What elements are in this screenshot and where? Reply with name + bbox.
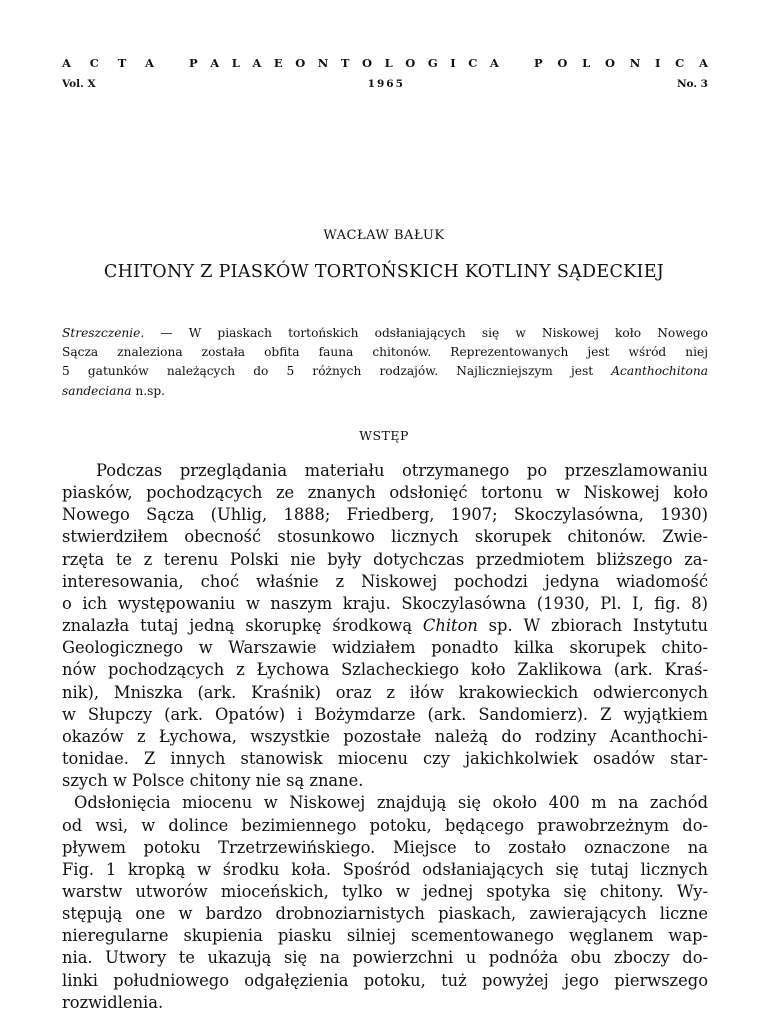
- volume-label: Vol. X: [62, 78, 96, 90]
- body-line: interesowania, choć właśnie z Niskowej pochodzi jedyna wiadomość: [62, 571, 708, 591]
- journal-letter: T: [117, 56, 127, 70]
- body-text: [62, 460, 708, 1014]
- journal-letter: L: [582, 56, 591, 70]
- journal-letter: P: [534, 56, 543, 70]
- journal-letter: A: [699, 56, 708, 70]
- journal-letter: I: [655, 56, 661, 70]
- body-line: rzęta te z terenu Polski nie były dotychczas przedmiotem bliższego za-: [62, 549, 708, 569]
- abstract-label: Streszczenie.: [62, 326, 145, 340]
- abstract-line: 5 gatunków należących do 5 różnych rodzajów. Najliczniejszym jest Acanthochitona: [62, 364, 708, 379]
- journal-letter: I: [450, 56, 456, 70]
- journal-word-polonica: [534, 56, 708, 70]
- body-line: nik), Mniszka (ark. Kraśnik) oraz z iłów krakowieckich odwierconych: [62, 682, 708, 702]
- journal-letter: A: [252, 56, 262, 70]
- journal-letter: A: [489, 56, 499, 70]
- journal-letter: N: [629, 56, 641, 70]
- journal-letter: C: [89, 56, 99, 70]
- journal-letter: P: [189, 56, 198, 70]
- journal-word-acta: [62, 56, 154, 70]
- body-line: Geologicznego w Warszawie widziałem ponadto kilka skorupek chito-: [62, 638, 708, 658]
- body-line: tonidae. Z innych stanowisk miocenu czy jakichkolwiek osadów star-: [62, 749, 708, 769]
- abstract-line: Sącza znaleziona została obfita fauna chitonów. Reprezentowanych jest wśród niej: [62, 345, 708, 360]
- journal-letter: O: [405, 56, 416, 70]
- body-line: okazów z Łychowa, wszystkie pozostałe należą do rodziny Acanthochi-: [62, 726, 708, 746]
- body-line: warstw utworów mioceńskich, tylko w jednej spotyka się chitony. Wy-: [62, 881, 708, 901]
- body-line: Odsłonięcia miocenu w Niskowej znajdują się około 400 m na zachód: [74, 793, 708, 813]
- journal-letter: O: [362, 56, 373, 70]
- journal-letter: L: [231, 56, 240, 70]
- body-line: Nowego Sącza (Uhlig, 1888; Friedberg, 1907; Skoczylasówna, 1930): [62, 505, 708, 525]
- journal-title: [62, 56, 708, 70]
- body-line: Fig. 1 kropką w środku koła. Spośród odsłaniających się tutaj licznych: [62, 859, 708, 879]
- body-line: rozwidlenia.: [62, 992, 164, 1012]
- abstract: [62, 324, 708, 401]
- body-line: nia. Utwory te ukazują się na powierzchni u podnóża obu zboczy do-: [62, 948, 708, 968]
- journal-letter: C: [675, 56, 685, 70]
- body-line: piasków, pochodzących ze znanych odsłonięć tortonu w Niskowej koło: [62, 483, 708, 503]
- body-line: stępują one w bardzo drobnoziarnistych piaskach, zawierających liczne: [62, 904, 708, 924]
- journal-word-palaeontologica: [189, 56, 499, 70]
- journal-letter: N: [317, 56, 329, 70]
- author-name: WACŁAW BAŁUK: [323, 228, 445, 243]
- abstract-line: sandeciana n.sp.: [62, 383, 166, 398]
- journal-letter: T: [340, 56, 350, 70]
- journal-letter: G: [427, 56, 438, 70]
- journal-letter: O: [604, 56, 616, 70]
- section-heading: WSTĘP: [359, 428, 409, 443]
- journal-letter: C: [468, 56, 478, 70]
- journal-letter: A: [145, 56, 154, 70]
- body-line: szych w Polsce chitony nie są znane.: [62, 771, 364, 791]
- journal-letter: E: [273, 56, 283, 70]
- issue-line: [62, 78, 708, 90]
- body-line: od wsi, w dolince bezimiennego potoku, będącego prawobrzeżnym do-: [62, 815, 708, 835]
- body-line: pływem potoku Trzetrzewińskiego. Miejsce to zostało oznaczone na: [62, 837, 708, 857]
- body-line: o ich występowaniu w naszym kraju. Skoczylasówna (1930, Pl. I, fig. 8): [62, 593, 708, 613]
- body-line: znalazła tutaj jedną skorupkę środkową Chiton sp. W zbiorach Instytutu: [62, 616, 709, 636]
- abstract-line: Streszczenie. — W piaskach tortońskich odsłaniających się w Niskowej koło Nowego: [62, 326, 708, 340]
- body-line: stwierdziłem obecność stosunkowo licznych skorupek chitonów. Zwie-: [62, 527, 708, 547]
- journal-letter: O: [295, 56, 306, 70]
- issue-number: No. 3: [676, 78, 708, 90]
- year-label: 1965: [367, 78, 405, 90]
- article-title: CHITONY Z PIASKÓW TORTOŃSKICH KOTLINY SĄDECKIEJ: [103, 262, 665, 282]
- body-line: nieregularne skupienia piasku silniej scementowanego węglanem wap-: [62, 926, 708, 946]
- journal-letter: O: [557, 56, 568, 70]
- journal-letter: L: [384, 56, 393, 70]
- journal-letter: A: [210, 56, 220, 70]
- body-line: linki południowego odgałęzienia potoku, tuż powyżej jego pierwszego: [62, 970, 708, 990]
- body-line: Podczas przeglądania materiału otrzymanego po przeszlamowaniu: [96, 461, 708, 480]
- body-line: w Słupczy (ark. Opatów) i Bożymdarze (ark. Sandomierz). Z wyjątkiem: [62, 704, 708, 724]
- journal-letter: A: [62, 56, 71, 70]
- body-line: nów pochodzących z Łychowa Szlacheckiego koło Zaklikowa (ark. Kraś-: [62, 660, 708, 680]
